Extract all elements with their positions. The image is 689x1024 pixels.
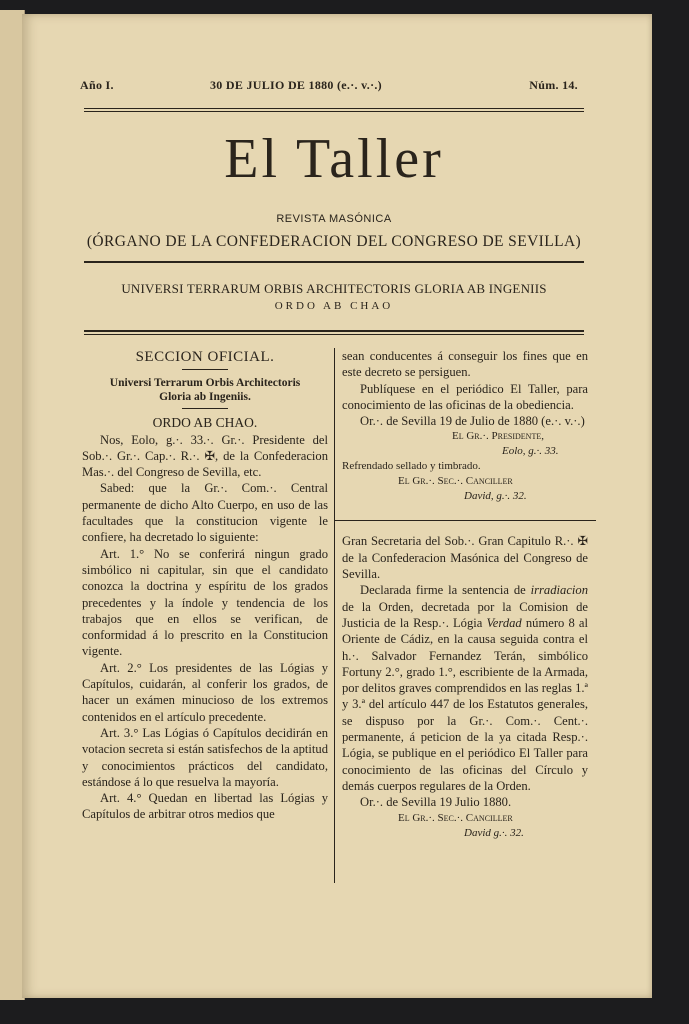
left-column: [82, 349, 328, 823]
motto-small-rule: [182, 408, 228, 409]
publication-order: Publíquese en el periódico El Taller, para conocimiento de las oficinas de la obediencia.: [342, 381, 588, 412]
ordo-heading: ORDO AB CHAO.: [152, 415, 258, 431]
title-organ: (ÓRGANO DE LA CONFEDERACION DEL CONGRESO DE SEVILLA): [86, 233, 582, 250]
decree-sabed: Sabed: que la Gr.·. Com.·. Central permanente de dicho Alto Cuerpo, en uso de las facultades que la constitucion vigente le confiere, ha decretado lo siguiente:: [82, 481, 328, 545]
masthead-date: 30 DE JULIO DE 1880 (e.·. v.·.): [210, 78, 382, 92]
section-rule: [334, 520, 596, 521]
motto-rule-top: [84, 330, 584, 332]
right-column: [342, 348, 588, 841]
column-divider: [334, 348, 335, 883]
masthead-number: Núm. 14.: [529, 78, 578, 92]
signature-2-title: El Gr.·. Sec.·. Canciller: [398, 475, 513, 488]
article-3: Art. 3.° Las Lógias ó Capítulos decidirán en votacion secreta si están satisfechos de la aptitud y conocimientos prácticos del candidato, estándose á lo que resuelva la mayoría.: [82, 725, 328, 789]
article-4: Art. 4.° Quedan en libertad las Lógias y Capítulos de arbitrar otros medios que: [82, 791, 328, 822]
title-rule: [84, 261, 584, 263]
heading-rule: [182, 369, 228, 370]
article-2: Art. 2.° Los presidentes de las Lógias y Capítulos, cuidarán, al conferir los grados, de hacer un exámen minucioso de los extremos contenidos en el artículo precedente.: [82, 660, 328, 724]
article-1: Art. 1.° No se conferirá ningun grado simbólico ni capitular, sin que el candidato conozca la doctrina y espíritu de los grados precedentes y la índole y tendencia de los trabajos que en ellos se verifican, de conformidad á lo prescrito en la Constitucion vigente.: [82, 546, 328, 659]
signature-1-name: Eolo, g.·. 33.: [502, 445, 559, 458]
section-heading: SECCION OFICIAL.: [135, 349, 275, 365]
title-subtitle: REVISTA MASÓNICA: [276, 213, 392, 225]
newspaper-title: El Taller: [224, 128, 444, 190]
signature-3-name: David g.·. 32.: [464, 826, 524, 839]
motto-line-1: UNIVERSI TERRARUM ORBIS ARCHITECTORIS GLORIA AB INGENIIS: [121, 281, 547, 296]
signature-2-name: David, g.·. 32.: [464, 490, 527, 503]
decree-intro: Nos, Eolo, g.·. 33.·. Gr.·. Presidente del Sob.·. Gr.·. Cap.·. R.·. ✠, de la Confederacion Mas.·. del Congreso de Sevilla, etc.: [82, 432, 328, 480]
masthead: [80, 78, 578, 94]
signature-3-title: El Gr.·. Sec.·. Canciller: [398, 811, 513, 824]
motto-rule-bottom: [84, 334, 584, 335]
signature-2-note: Refrendado sellado y timbrado.: [342, 460, 481, 473]
masthead-year: Año I.: [80, 78, 114, 92]
secretaria-heading: Gran Secretaria del Sob.·. Gran Capitulo R.·. ✠ de la Confederacion Masónica del Congreso de Sevilla.: [342, 534, 588, 582]
place-date-1: Or.·. de Sevilla 19 de Julio de 1880 (e.·. v.·.): [360, 414, 585, 429]
motto-small-1: Universi Terrarum Orbis Architectoris: [109, 377, 301, 390]
article-4-continued: sean conducentes á conseguir los fines que en este decreto se persiguen.: [342, 349, 588, 380]
masthead-rule-top: [84, 108, 584, 109]
masthead-rule-bottom: [84, 111, 584, 112]
sentence-paragraph: Declarada firme la sentencia de irradiacion de la Orden, decretada por la Comision de Justicia de la Resp.·. Lógia Verdad número 8 al Oriente de Cádiz, en la causa seguida contra el h.·. Salvador Fernandez Terán, simbólico Fortuny 2.°, grado 1.°, escribiente de la Armada, por delitos graves comprendidos en las reglas 1.ª y 3.ª del artículo 447 de los Estatutos generales, se dispuso por la Gr.·. Com.·. Cent.·. permanente, á peticion de la ya citada Resp.·. Lógia, se publique en el periódico El Taller para conocimiento de las oficinas del Círculo y demás cuerpos regulares de la Orden.: [342, 583, 588, 793]
motto-small-2: Gloria ab Ingeniis.: [159, 391, 251, 404]
motto-line-2: ORDO AB CHAO: [274, 300, 394, 312]
signature-1-title: El Gr.·. Presidente,: [452, 430, 544, 443]
place-date-2: Or.·. de Sevilla 19 Julio 1880.: [360, 795, 512, 810]
